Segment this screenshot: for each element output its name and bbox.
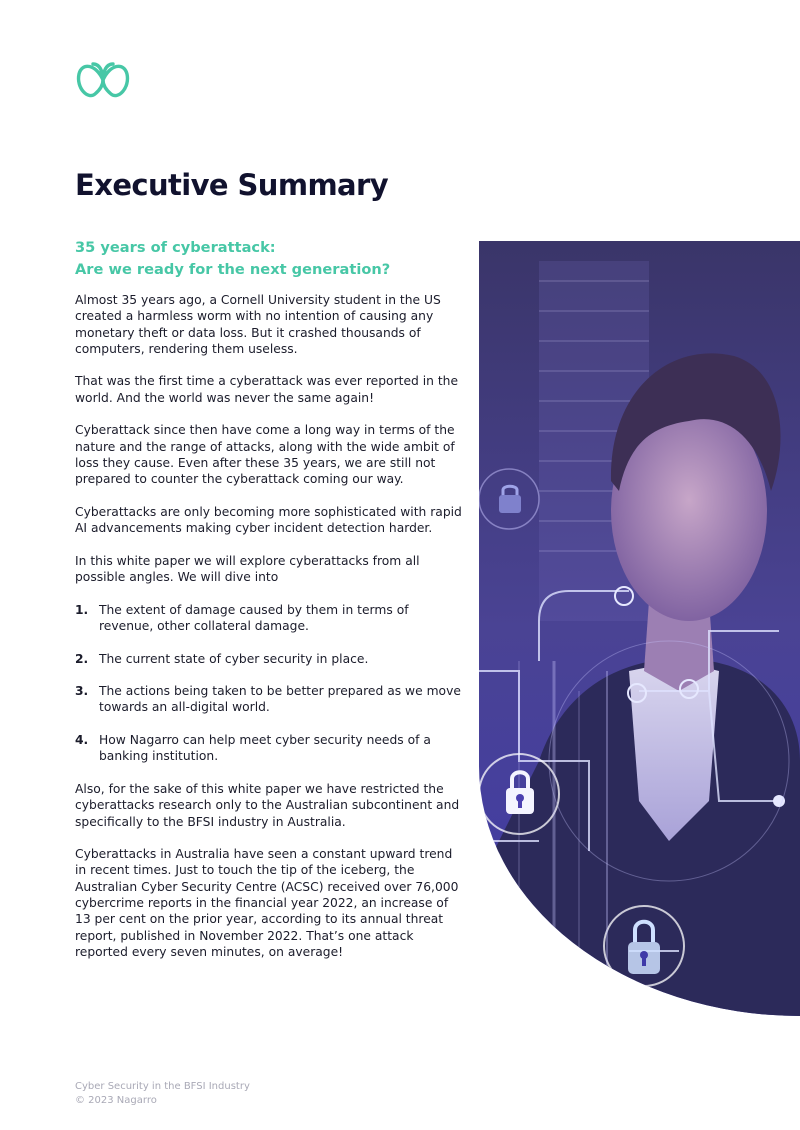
padlock-icon (504, 766, 536, 818)
list-item-text: How Nagarro can help meet cyber security needs of a banking institution. (99, 733, 431, 764)
paragraph: In this white paper we will explore cyberattacks from all possible angles. We will dive into (75, 553, 420, 585)
paragraph: Cyberattacks are only becoming more sophisticated with rapid AI advancements making cyber incident detection harder. (75, 504, 462, 536)
list-number: 3. (75, 684, 89, 699)
list-number: 2. (75, 651, 89, 666)
section-subtitle (75, 237, 475, 281)
cybersecurity-photo (479, 241, 800, 1016)
list-item (75, 683, 465, 716)
nagarro-logo (74, 56, 132, 104)
list-item (75, 602, 465, 635)
body-text (75, 292, 465, 976)
paragraph: Cyberattacks in Australia have seen a constant upward trend in recent times. Just to touch the tip of the iceberg, the Australian Cyber Security Centre (ACSC) received over 76,000 cybercrime reports in the financial year 2022, an increase of 13 per cent on the prior year, according to its annual threat report, published in November 2022. That’s one attack reported every seven minutes, on average! (75, 847, 459, 959)
list-item-text: The current state of cyber security in place. (99, 651, 369, 666)
subtitle-line-1: 35 years of cyberattack: (75, 239, 276, 256)
footer-copyright: © 2023 Nagarro (75, 1095, 157, 1106)
subtitle-line-2: Are we ready for the next generation? (75, 261, 391, 278)
padlock-icon (496, 481, 524, 515)
paragraph: Almost 35 years ago, a Cornell University student in the US created a harmless worm with no intention of causing any monetary theft or data loss. But it crashed thousands of computers, rendering them useless. (75, 293, 441, 356)
list-item (75, 732, 465, 765)
list-item (75, 651, 465, 667)
list-item-text: The extent of damage caused by them in terms of revenue, other collateral damage. (99, 602, 409, 633)
page-title: Executive Summary (75, 168, 389, 202)
list-item-text: The actions being taken to be better prepared as we move towards an all-digital world. (99, 684, 461, 715)
list-number: 4. (75, 733, 89, 748)
paragraph: Also, for the sake of this white paper we have restricted the cyberattacks research only to the Australian subcontinent and specifically to the BFSI industry in Australia. (75, 781, 460, 829)
list-number: 1. (75, 602, 89, 617)
paragraph: Cyberattack since then have come a long way in terms of the nature and the range of attacks, along with the wide ambit of loss they cause. Even after these 35 years, we are still not prepared to counter the cyberattack coming our way. (75, 423, 455, 487)
page-footer (75, 1080, 250, 1108)
numbered-list (75, 602, 465, 765)
footer-document-title: Cyber Security in the BFSI Industry (75, 1081, 250, 1092)
paragraph: That was the first time a cyberattack was ever reported in the world. And the world was never the same again! (75, 374, 459, 405)
padlock-icon (626, 915, 662, 977)
